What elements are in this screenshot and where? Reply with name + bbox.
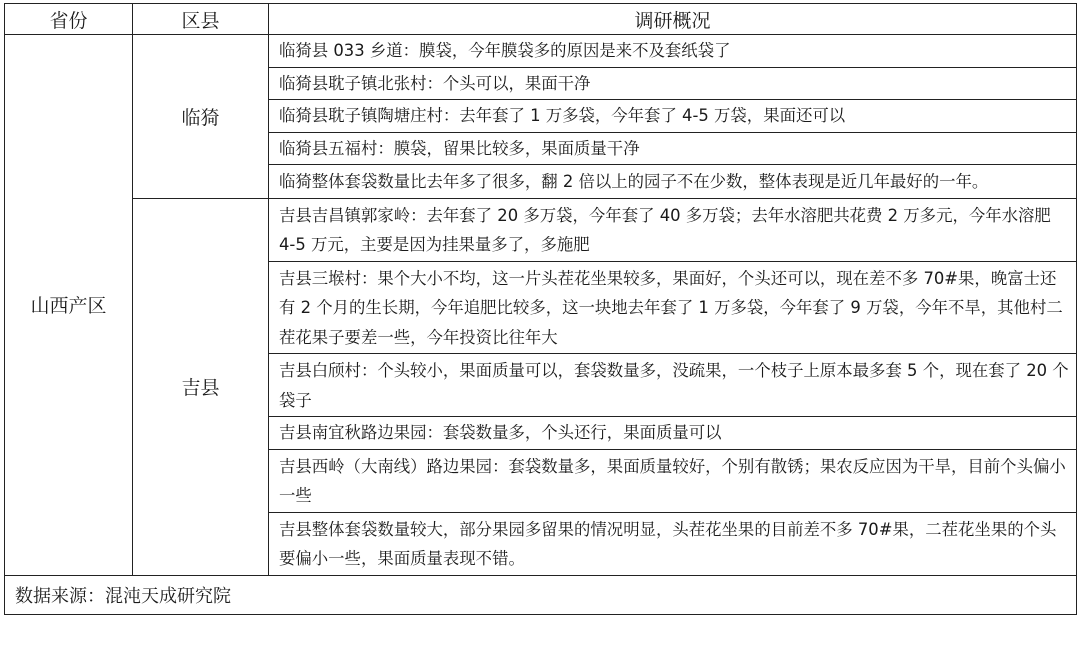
source-row bbox=[5, 575, 1077, 614]
data-source: 数据来源：混沌天成研究院 bbox=[5, 575, 1077, 614]
survey-cell: 吉县三堠村：果个大小不均，这一片头茬花坐果较多，果面好，个头还可以，现在差不多 70#果，晚富士还有 2 个月的生长期，今年追肥比较多，这一块地去年套了 1 万多袋，今年套了 9 万袋，今年不旱，其他村二茬花果子要差一些，今年投资比往年大 bbox=[269, 261, 1077, 354]
table-row bbox=[5, 198, 1077, 261]
survey-cell: 临猗县 033 乡道：膜袋，今年膜袋多的原因是来不及套纸袋了 bbox=[269, 35, 1077, 68]
survey-table-wrapper bbox=[4, 3, 1076, 615]
survey-cell: 吉县南宜秋路边果园：套袋数量多，个头还行，果面质量可以 bbox=[269, 417, 1077, 450]
header-row bbox=[5, 4, 1077, 35]
survey-cell: 临猗整体套袋数量比去年多了很多，翻 2 倍以上的园子不在少数，整体表现是近几年最好的一年。 bbox=[269, 165, 1077, 199]
province-cell: 山西产区 bbox=[5, 35, 133, 576]
survey-cell: 临猗县五福村：膜袋，留果比较多，果面质量干净 bbox=[269, 132, 1077, 165]
county-cell-jixian: 吉县 bbox=[133, 198, 269, 575]
survey-cell: 吉县白颀村：个头较小，果面质量可以，套袋数量多，没疏果，一个枝子上原本最多套 5 个，现在套了 20 个袋子 bbox=[269, 354, 1077, 417]
survey-cell: 临猗县耽子镇陶塘庄村：去年套了 1 万多袋，今年套了 4-5 万袋，果面还可以 bbox=[269, 100, 1077, 133]
table-row bbox=[5, 35, 1077, 68]
survey-cell: 吉县吉昌镇郭家岭：去年套了 20 多万袋，今年套了 40 多万袋；去年水溶肥共花费 2 万多元，今年水溶肥 4-5 万元，主要是因为挂果量多了，多施肥 bbox=[269, 198, 1077, 261]
survey-cell: 临猗县耽子镇北张村：个头可以，果面干净 bbox=[269, 67, 1077, 100]
survey-table bbox=[4, 3, 1077, 615]
survey-cell: 吉县西岭（大南线）路边果园：套袋数量多，果面质量较好，个别有散锈；果农反应因为干旱，目前个头偏小一些 bbox=[269, 449, 1077, 512]
header-province: 省份 bbox=[5, 4, 133, 35]
county-cell-linyi: 临猗 bbox=[133, 35, 269, 199]
header-county: 区县 bbox=[133, 4, 269, 35]
survey-cell: 吉县整体套袋数量较大，部分果园多留果的情况明显，头茬花坐果的目前差不多 70#果，二茬花坐果的个头要偏小一些，果面质量表现不错。 bbox=[269, 512, 1077, 575]
header-survey: 调研概况 bbox=[269, 4, 1077, 35]
